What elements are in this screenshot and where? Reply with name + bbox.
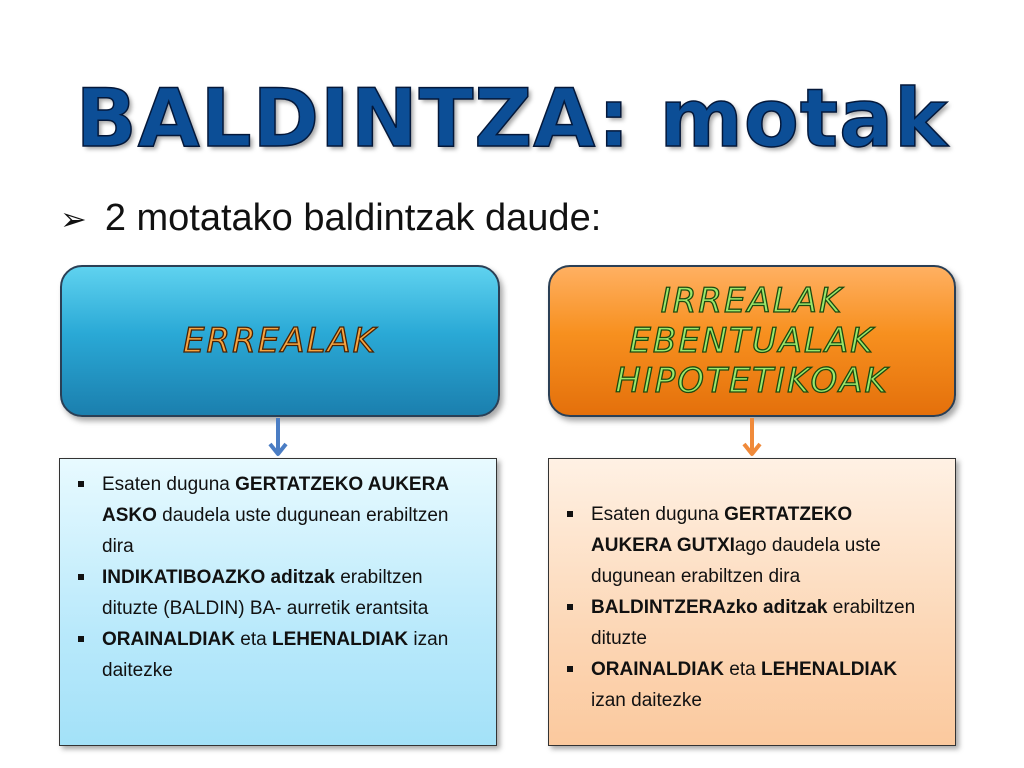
arrow-bullet-icon: ➢ (60, 199, 87, 238)
irreal-label-1: IRREALAK (660, 281, 844, 321)
subtitle-text: 2 motatako baldintzak daude: (104, 197, 602, 239)
erreal-box (60, 265, 500, 417)
list-item: ORAINALDIAK eta LEHENALDIAK izan daitezke (70, 624, 478, 686)
irreal-label-2: EBENTUALAK (629, 321, 875, 361)
list-item: BALDINTZERAzko aditzak erabiltzen dituzte (559, 592, 937, 654)
irreal-description-panel (548, 458, 956, 746)
slide-title: BALDINTZA: motak (75, 72, 949, 165)
irreal-box (548, 265, 956, 417)
list-item: INDIKATIBOAZKO aditzak erabiltzen dituzte (BALDIN) BA- aurretik erantsita (70, 562, 478, 624)
down-arrow-icon-left (266, 416, 290, 458)
subtitle (60, 197, 601, 240)
irreal-label-3: HIPOTETIKOAK (615, 361, 889, 401)
list-item: ORAINALDIAK eta LEHENALDIAK izan daitezke (559, 654, 937, 716)
erreal-label: ERREALAK (183, 321, 377, 361)
list-item: Esaten duguna GERTATZEKO AUKERA GUTXIago daudela uste dugunean erabiltzen dira (559, 499, 937, 592)
down-arrow-icon-right (740, 416, 764, 458)
list-item: Esaten duguna GERTATZEKO AUKERA ASKO daudela uste dugunean erabiltzen dira (70, 469, 478, 562)
erreal-description-panel (59, 458, 497, 746)
